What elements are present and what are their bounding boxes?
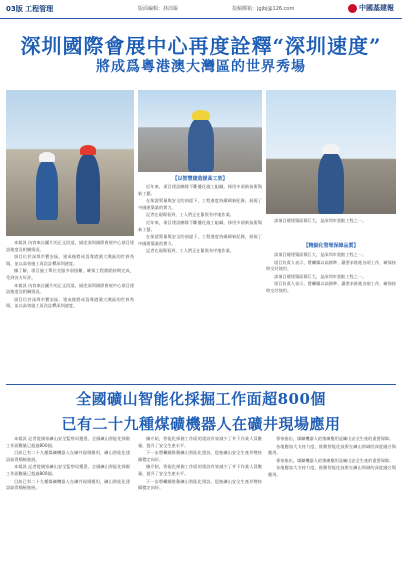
article2-subheadline: 已有二十九種煤礦機器人在礦井現場應用: [61, 415, 341, 433]
editor-credit: 版面編輯：林沛錕: [138, 6, 179, 12]
newspaper-logo: 中國基建報: [348, 3, 394, 13]
article1-column-left: 本報訊 內容來自圖片的正文段落，描述深圳國際會展中心項目建設進度及相關情況。 項目位於深圳市寶安區，建成後將成爲粵港澳大灣區的世界秀場，並以高效施工再次詮釋深圳速度。 據了解，項目施工單位克服多項困難，確保工程節點按期完成，受到各方好評。 本報訊 內容來自圖片的正文段落，描述深圳國際會展中心項目建設進度及相關情況。 項目位於深圳市寶安區，建成後將成爲粵港澳大灣區的世界秀場，並以高效施工再次詮釋深圳速度。: [6, 240, 134, 309]
construction-photo-site: [266, 90, 396, 214]
section-title-2: 【精細化管理保障品質】: [303, 243, 359, 249]
logo-icon: [348, 4, 357, 13]
article2-column-right: 專家指出，煤礦機器人的推廣應用是礦山安全生產的重要保障。 各地應加大支持力度，推動智能化技術在礦山領域的深度融合與應用。 專家指出，煤礦機器人的推廣應用是礦山安全生產的重要保障。 各地應加大支持力度，推動智能化技術在礦山領域的深度融合與應用。: [268, 436, 396, 477]
article1-headline: 深圳國際會展中心再度詮釋“深圳速度”: [20, 34, 382, 58]
page-section-label: 03版 工程管理: [6, 5, 54, 13]
submission-email: 投稿郵箱：jgjbj@126.com: [232, 6, 295, 12]
page-header: [0, 0, 402, 19]
construction-photo-worker: [138, 90, 262, 172]
section-title-1: 【以智慧建造提高工效】: [172, 176, 228, 182]
article2-headline-block: [0, 388, 402, 434]
article1-column-mid: 近年來，項目建設團隊不斷優化施工組織，採用多項新技術與新工藝。 在保證質量與安全的前提下，工程進度持續刷新紀錄，展現了中國建築業的實力。 記者在現場看到，工人們正在緊張有序地作業。 近年來，項目建設團隊不斷優化施工組織，採用多項新技術與新工藝。 在保證質量與安全的前提下，工程進度持續刷新紀錄，展現了中國建築業的實力。 記者在現場看到，工人們正在緊張有序地作業。: [138, 184, 262, 254]
divider: [6, 384, 396, 385]
article1-column-right: 該項目總建築面積巨大，是深圳市重點工程之一。 項目負責人表示，將繼續以高標準、嚴要求推進各項工作，確保按時交付使用。 該項目總建築面積巨大，是深圳市重點工程之一。 項目負責人表示，將繼續以高標準、嚴要求推進各項工作，確保按時交付使用。: [266, 252, 396, 293]
article2-headline: 全國礦山智能化採掘工作面超800個: [76, 390, 326, 408]
article2-column-mid: 據介紹，智能化採掘工作面的建設有效減少了井下作業人員數量，提升了安全生產水平。 下一步將繼續推動礦山智能化建設，促進礦山安全生產形勢持續穩定向好。 據介紹，智能化採掘工作面的建設有效減少了井下作業人員數量，提升了安全生產水平。 下一步將繼續推動礦山智能化建設，促進礦山安全生產形勢持續穩定向好。: [138, 436, 262, 491]
article1-column-right-top: 該項目總建築面積巨大，是深圳市重點工程之一。: [274, 218, 367, 223]
article1-subheadline: 將成爲粵港澳大灣區的世界秀場: [96, 59, 306, 75]
article2-column-left: 本報訊 記者從國家礦山安全監察局獲悉，全國礦山智能化採掘工作面數量已超過800個。 目前已有二十九種煤礦機器人在礦井現場應用，礦山智能化建設取得積極進展。 本報訊 記者從國家礦山安全監察局獲悉，全國礦山智能化採掘工作面數量已超過800個。 目前已有二十九種煤礦機器人在礦井現場應用，礦山智能化建設取得積極進展。: [6, 436, 130, 491]
construction-photo-workers: [6, 90, 134, 236]
